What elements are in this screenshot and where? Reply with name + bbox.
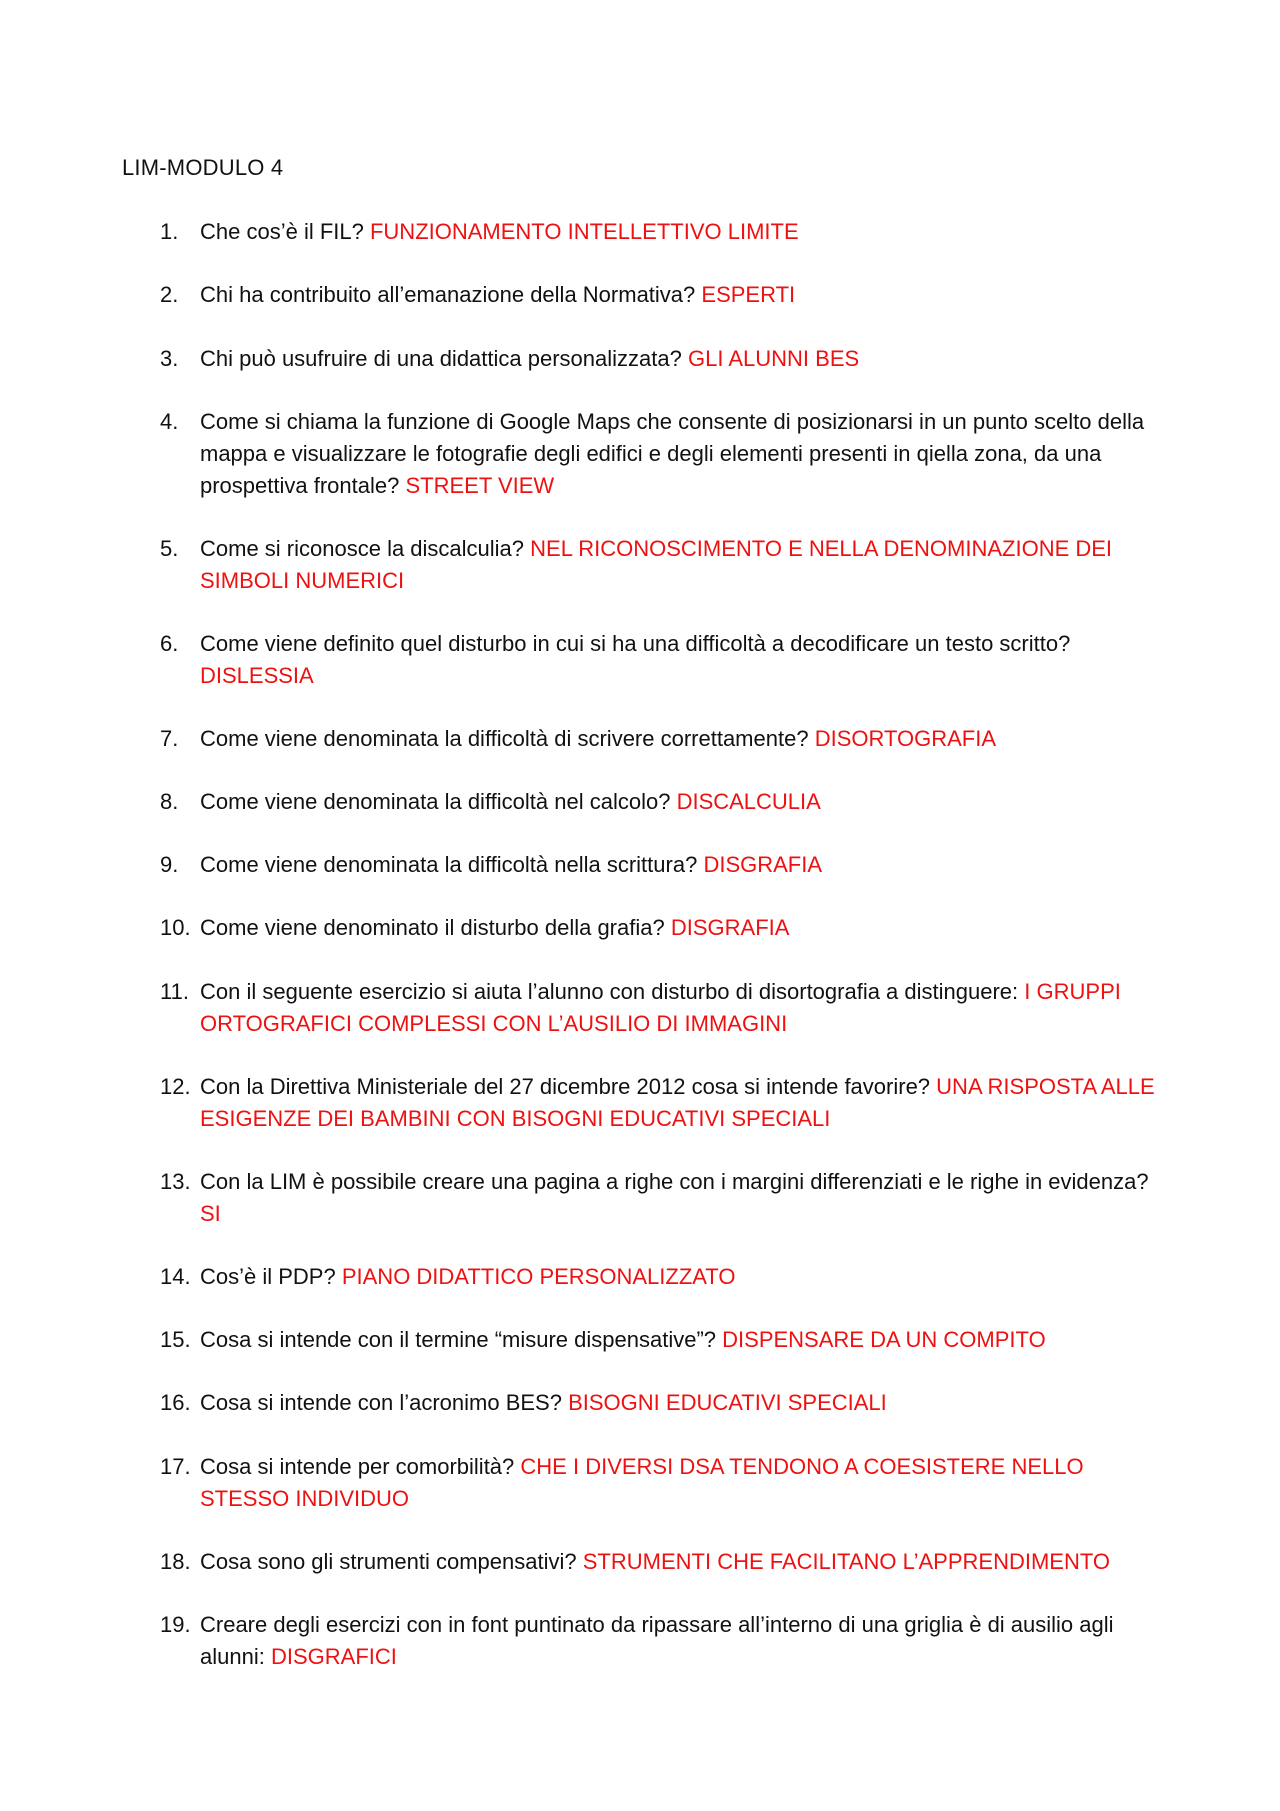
question-text: Come viene denominata la difficoltà di scrivere correttamente? <box>200 726 809 751</box>
answer-text: ESPERTI <box>701 282 796 307</box>
question-text: Come viene denominato il disturbo della grafia? <box>200 915 665 940</box>
question-body <box>200 216 1162 248</box>
question-number: 15. <box>160 1327 191 1352</box>
answer-text: FUNZIONAMENTO INTELLETTIVO LIMITE <box>369 219 799 244</box>
question-text: Cos’è il PDP? <box>200 1264 336 1289</box>
answer-text: CHE I DIVERSI DSA TENDONO A COESISTERE NELLO STESSO INDIVIDUO <box>200 1454 1084 1511</box>
answer-text: DISCALCULIA <box>676 789 821 814</box>
answer-text: NEL RICONOSCIMENTO E NELLA DENOMINAZIONE DEI SIMBOLI NUMERICI <box>200 536 1113 593</box>
answer-text: I GRUPPI ORTOGRAFICI COMPLESSI CON L’AUSILIO DI IMMAGINI <box>200 979 1121 1036</box>
question-text: Come viene denominata la difficoltà nella scrittura? <box>200 852 698 877</box>
question-number: 18. <box>160 1549 191 1574</box>
question-body <box>200 533 1162 597</box>
question-text: Chi può usufruire di una didattica personalizzata? <box>200 346 682 371</box>
question-text: Cosa sono gli strumenti compensativi? <box>200 1549 577 1574</box>
answer-text: DISGRAFIA <box>670 915 790 940</box>
question-text: Con la LIM è possibile creare una pagina a righe con i margini differenziati e le righe in evidenza? <box>200 1169 1149 1194</box>
question-number: 9. <box>160 852 179 877</box>
question-number: 17. <box>160 1454 191 1479</box>
question-number: 7. <box>160 726 179 751</box>
answer-text: DISORTOGRAFIA <box>814 726 997 751</box>
question-body <box>200 406 1162 502</box>
question-number: 12. <box>160 1074 191 1099</box>
question-text: Cosa si intende con il termine “misure dispensative”? <box>200 1327 717 1352</box>
answer-text: UNA RISPOSTA ALLE ESIGENZE DEI BAMBINI CON BISOGNI EDUCATIVI SPECIALI <box>200 1074 1155 1131</box>
answer-text: STREET VIEW <box>405 473 555 498</box>
question-text: Chi ha contribuito all’emanazione della Normativa? <box>200 282 696 307</box>
question-body <box>200 1451 1162 1515</box>
question-number: 14. <box>160 1264 191 1289</box>
answer-text: DISGRAFIA <box>703 852 823 877</box>
answer-text: STRUMENTI CHE FACILITANO L’APPRENDIMENTO <box>582 1549 1111 1574</box>
answer-text: DISLESSIA <box>200 663 314 688</box>
question-body <box>200 723 1162 755</box>
question-body <box>200 343 1162 375</box>
answer-text: BISOGNI EDUCATIVI SPECIALI <box>568 1390 887 1415</box>
answer-text: DISGRAFICI <box>270 1644 397 1669</box>
question-body <box>200 1166 1162 1230</box>
question-number: 19. <box>160 1612 191 1637</box>
question-number: 5. <box>160 536 179 561</box>
question-body <box>200 1387 1162 1419</box>
question-text: Come si chiama la funzione di Google Maps che consente di posizionarsi in un punto scelto della mappa e visualizzare le fotografie degli edifici e degli elementi presenti in qiella zona, da una prospettiva frontale? <box>200 409 1145 498</box>
question-text: Come viene denominata la difficoltà nel calcolo? <box>200 789 671 814</box>
question-number: 8. <box>160 789 179 814</box>
document-title: LIM-MODULO 4 <box>122 155 284 180</box>
question-text: Come si riconosce la discalculia? <box>200 536 525 561</box>
question-text: Creare degli esercizi con in font puntinato da ripassare all’interno di una griglia è di ausilio agli alunni: <box>200 1612 1114 1669</box>
question-text: Cosa si intende con l’acronimo BES? <box>200 1390 562 1415</box>
question-body <box>200 279 1162 311</box>
question-body <box>200 976 1162 1040</box>
question-number: 13. <box>160 1169 191 1194</box>
question-number: 4. <box>160 409 179 434</box>
question-number: 16. <box>160 1390 191 1415</box>
answer-text: DISPENSARE DA UN COMPITO <box>722 1327 1046 1352</box>
question-number: 10. <box>160 915 191 940</box>
question-body <box>200 1324 1162 1356</box>
question-text: Con la Direttiva Ministeriale del 27 dicembre 2012 cosa si intende favorire? <box>200 1074 931 1099</box>
question-text: Cosa si intende per comorbilità? <box>200 1454 515 1479</box>
question-number: 3. <box>160 346 179 371</box>
question-text: Con il seguente esercizio si aiuta l’alunno con disturbo di disortografia a distinguere: <box>200 979 1019 1004</box>
question-body <box>200 628 1162 692</box>
question-body <box>200 1261 1162 1293</box>
answer-text: SI <box>200 1201 221 1226</box>
question-body <box>200 1071 1162 1135</box>
question-body <box>200 849 1162 881</box>
question-text: Che cos’è il FIL? <box>200 219 364 244</box>
question-body <box>200 1609 1162 1673</box>
answer-text: GLI ALUNNI BES <box>687 346 860 371</box>
question-text: Come viene definito quel disturbo in cui si ha una difficoltà a decodificare un testo scritto? <box>200 631 1071 656</box>
question-number: 1. <box>160 219 179 244</box>
question-body <box>200 1546 1162 1578</box>
question-number: 6. <box>160 631 179 656</box>
question-body <box>200 912 1162 944</box>
question-number: 2. <box>160 282 179 307</box>
question-body <box>200 786 1162 818</box>
answer-text: PIANO DIDATTICO PERSONALIZZATO <box>341 1264 736 1289</box>
question-number: 11. <box>160 979 189 1004</box>
